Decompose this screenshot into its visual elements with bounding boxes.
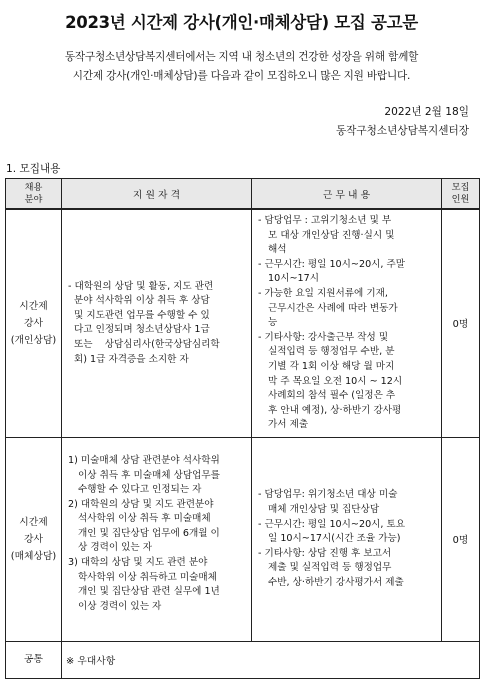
intro-line-2: 시간제 강사(개인·매체상담)를 다음과 같이 모집하오니 많은 지원 바랍니다. [72, 70, 411, 82]
notice-date: 2022년 2월 18일 [384, 106, 469, 118]
duty-line: - 담당업무 : 고위기청소년 및 부 [258, 215, 392, 226]
duty-line: - 근무시간: 평일 10시~20시, 주말 [258, 258, 406, 270]
header-qualification: 지 원 자 격 [62, 179, 252, 210]
duty-line: - 근무시간: 평일 10시~20시, 토요 [258, 518, 406, 530]
footer-text: ※ 우대사항 [62, 641, 480, 678]
duty-line: - 기타사항: 강사출근부 작성 및 [258, 331, 389, 343]
qualification-line: - 대학원의 상담 및 활동, 지도 관련 [68, 280, 214, 292]
duty-line: 수반, 상·하반기 강사평가서 제출 [268, 576, 404, 588]
qualification-line: 또는 상담심리사(한국상담심리학 [74, 339, 220, 351]
qualification-line: 분야 석사학위 이상 취득 후 상담 [74, 295, 210, 307]
qualification-line: 2) 대학원의 상담 및 지도 관련분야 [68, 498, 214, 510]
field-line: (개인상담) [10, 334, 57, 346]
field-line: 시간제 [19, 516, 48, 528]
duty-line: 10시~17시 [268, 273, 319, 285]
duty-line: - 담당업무: 위기청소년 대상 미술 [258, 489, 398, 501]
qualification-line: 및 지도관련 업무를 수행할 수 있 [74, 309, 210, 321]
section-heading: 1. 모집내용 [6, 163, 61, 175]
qualification-line: 3) 대학의 상담 및 지도 관련 분야 [68, 557, 208, 569]
qualification-line: 이상 취득 후 미술매체 상담업무를 [78, 469, 220, 481]
qualification-cell [62, 209, 252, 437]
field-line: (매체상담) [10, 550, 57, 562]
count-cell: 0명 [442, 209, 480, 437]
duty-line: - 기타사항: 상담 진행 후 보고서 [258, 547, 392, 559]
table-header-row [6, 179, 480, 210]
duty-line: 근무시간은 사례에 따라 변동가 [268, 302, 398, 314]
header-duty: 근 무 내 용 [252, 179, 442, 210]
qualification-line: 수행할 수 있다고 인정되는 자 [78, 484, 202, 496]
table-row [6, 437, 480, 641]
duty-line: 해석 [268, 244, 287, 256]
duty-line: 막 주 목요일 오전 10시 ~ 12시 [268, 375, 403, 387]
qualification-line: 석사학위 이상 취득 후 미술매체 [78, 513, 211, 525]
qualification-line: 1) 미술매체 상담 관련분야 석사학위 [68, 454, 220, 466]
qualification-line: 다고 인정되며 청소년상담사 1급 [74, 324, 210, 336]
duty-line: 일 10시~17시(시간 조율 가능) [268, 533, 401, 545]
field-cell [6, 437, 62, 641]
duty-line: 실적입력 등 행정업무 수반, 분 [268, 346, 395, 358]
duty-line: 기별 각 1회 이상 해당 월 마지 [268, 360, 395, 372]
footer-label: 공통 [6, 641, 62, 678]
qualification-line: 개인 및 집단상담 관련 실무에 1년 [78, 586, 220, 598]
field-line: 강사 [24, 317, 43, 329]
header-count [442, 179, 480, 210]
duty-cell [252, 209, 442, 437]
header-count-line2: 인원 [451, 193, 470, 205]
field-line: 강사 [24, 533, 43, 545]
duty-line: 매체 개인상담 및 집단상담 [268, 503, 380, 515]
qualification-line: 개인 및 집단상담 업무에 6개월 이 [78, 527, 220, 539]
field-cell [6, 209, 62, 437]
organization-name: 동작구청소년상담복지센터장 [335, 125, 469, 137]
header-field [6, 179, 62, 210]
table-row [6, 209, 480, 437]
duty-line: 가서 제출 [268, 419, 309, 431]
header-count-line1: 모집 [451, 181, 470, 193]
qualification-line: 학사학위 이상 취득하고 미술매체 [78, 571, 217, 583]
duty-line: 능 [268, 317, 278, 329]
duty-line: 후 안내 예정), 상·하반기 강사평 [268, 404, 402, 416]
intro-line-1: 동작구청소년상담복지센터에서는 지역 내 청소년의 건강한 성장을 위해 함께할 [64, 51, 419, 63]
duty-cell [252, 437, 442, 641]
notice-title: 2023년 시간제 강사(개인·매체상담) 모집 공고문 [65, 13, 418, 32]
duty-line: 제출 및 실적입력 등 행정업무 [268, 562, 392, 574]
count-cell: 0명 [442, 437, 480, 641]
duty-line: 모 대상 개인상담 진행·실시 및 [268, 229, 395, 241]
header-field-line2: 분야 [24, 193, 43, 205]
qualification-cell [62, 437, 252, 641]
duty-line: - 가능한 요일 지원서류에 기재, [258, 287, 388, 299]
recruitment-table [5, 178, 480, 679]
duty-line: 사례회의 참석 필수 (일정은 추 [268, 390, 396, 402]
qualification-line: 이상 경력이 있는 자 [78, 600, 162, 612]
qualification-line: 상 경력이 있는 자 [78, 542, 153, 554]
field-line: 시간제 [19, 300, 48, 312]
qualification-line: 회) 1급 자격증을 소지한 자 [74, 353, 189, 365]
table-footer-row [6, 641, 480, 678]
header-field-line1: 채용 [24, 181, 43, 193]
